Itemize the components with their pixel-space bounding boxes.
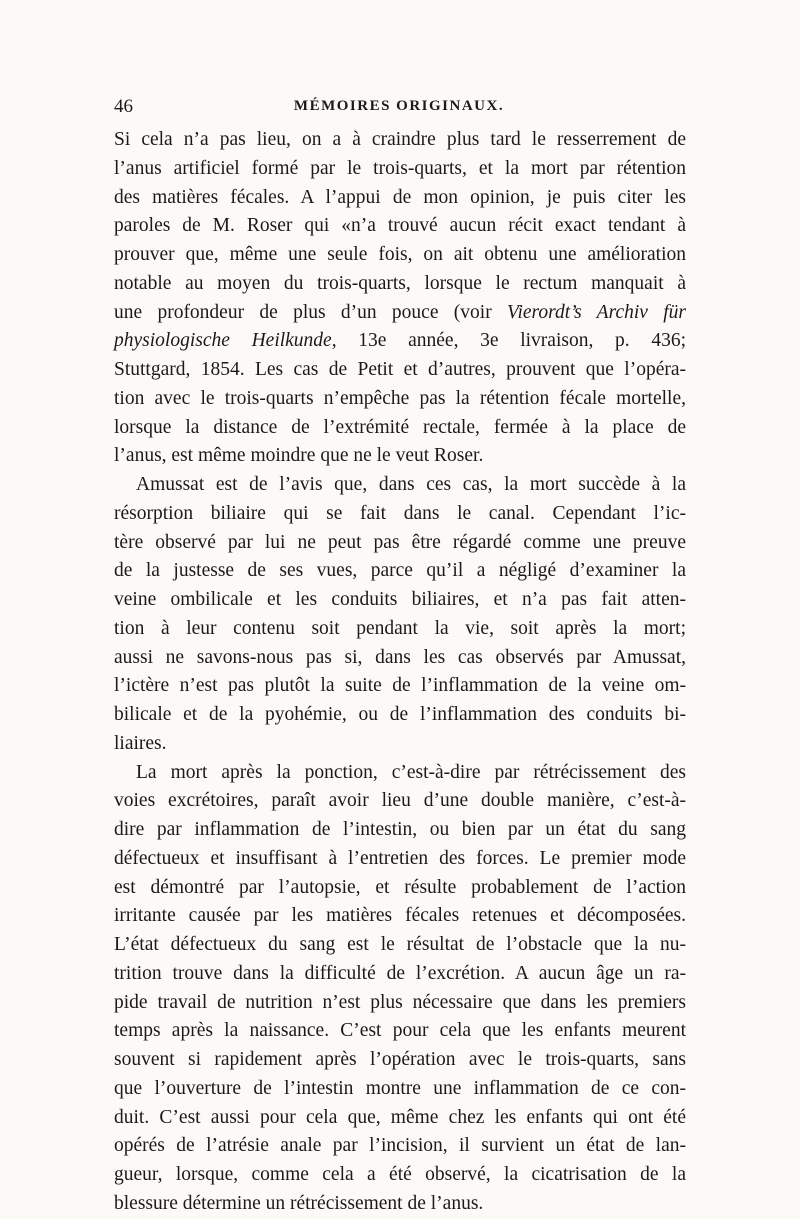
text-line: pide travail de nutrition n’est plus nécessaire que dans les premiers: [114, 991, 686, 1013]
text-line: temps après la naissance. C’est pour cela que les enfants meurent: [114, 1020, 686, 1042]
text-line: opérés de l’atrésie anale par l’incision, il survient un état de lan-: [114, 1135, 686, 1157]
text-line: Amussat est de l’avis que, dans ces cas, la mort succède à la: [136, 474, 686, 495]
text-line: Stuttgard, 1854. Les cas de Petit et d’autres, prouvent que l’opéra-: [114, 359, 686, 380]
text-line: tère observé par lui ne peut pas être régardé comme une preuve: [114, 531, 686, 553]
text-line: paroles de M. Roser qui «n’a trouvé aucun récit exact tendant à: [114, 215, 686, 237]
text-line: Si cela n’a pas lieu, on a à craindre plus tard le resserrement de: [114, 129, 686, 150]
text-line: que l’ouverture de l’intestin montre une inflammation de ce con-: [114, 1077, 686, 1099]
text-line: La mort après la ponction, c’est-à-dire par rétrécissement des: [136, 761, 686, 783]
text-line: trition trouve dans la difficulté de l’excrétion. A aucun âge un ra-: [114, 962, 686, 984]
page-header: [114, 96, 684, 120]
paragraph: [114, 759, 686, 1219]
text-line: l’ictère n’est pas plutôt la suite de l’inflammation de la veine om-: [114, 675, 686, 697]
text-line: l’anus, est même moindre que ne le veut Roser.: [114, 445, 484, 467]
text-line: tion à leur contenu soit pendant la vie, soit après la mort;: [114, 617, 686, 639]
text-line: souvent si rapidement après l’opération avec le trois-quarts, sans: [114, 1049, 686, 1070]
text-line: des matières fécales. A l’appui de mon opinion, je puis citer les: [114, 186, 686, 208]
text-line: duit. C’est aussi pour cela que, même chez les enfants qui ont été: [114, 1106, 686, 1128]
text-line: physiologische Heilkunde, 13e année, 3e livraison, p. 436;: [114, 330, 687, 352]
running-head: MÉMOIRES ORIGINAUX.: [293, 98, 505, 114]
text-line: blessure détermine un rétrécissement de l’anus.: [114, 1192, 484, 1214]
text-line: irritante causée par les matières fécales retenues et décomposées.: [114, 905, 686, 927]
text-line: l’anus artificiel formé par le trois-quarts, et la mort par rétention: [114, 157, 686, 179]
text-line: résorption biliaire qui se fait dans le canal. Cependant l’ic-: [114, 502, 686, 524]
text-line: prouver que, même une seule fois, on ait obtenu une amélioration: [114, 244, 686, 265]
text-line: dire par inflammation de l’intestin, ou bien par un état du sang: [114, 819, 686, 840]
paragraph: [114, 126, 686, 471]
text-line: défectueux et insuffisant à l’entretien des forces. Le premier mode: [114, 847, 686, 869]
text-line: une profondeur de plus d’un pouce (voir Vierordt’s Archiv für: [114, 301, 686, 323]
text-line: est démontré par l’autopsie, et résulte probablement de l’action: [114, 876, 686, 898]
body-text: [114, 126, 686, 1219]
text-line: liaires.: [114, 732, 167, 754]
text-line: bilicale et de la pyohémie, ou de l’inflammation des conduits bi-: [114, 704, 686, 725]
text-line: de la justesse de ses vues, parce qu’il a négligé d’examiner la: [114, 560, 686, 582]
text-line: aussi ne savons-nous pas si, dans les cas observés par Amussat,: [114, 646, 686, 668]
text-line: gueur, lorsque, comme cela a été observé, la cicatrisation de la: [114, 1164, 686, 1185]
text-line: tion avec le trois-quarts n’empêche pas la rétention fécale mortelle,: [114, 387, 686, 409]
paragraph: [114, 471, 686, 759]
text-line: notable au moyen du trois-quarts, lorsque le rectum manquait à: [114, 272, 686, 294]
page-number: 46: [114, 96, 133, 117]
text-line: veine ombilicale et les conduits biliaires, et n’a pas fait atten-: [114, 589, 686, 610]
text-line: lorsque la distance de l’extrémité rectale, fermée à la place de: [114, 416, 686, 438]
text-line: voies excrétoires, paraît avoir lieu d’une double manière, c’est-à-: [114, 790, 686, 812]
text-line: L’état défectueux du sang est le résultat de l’obstacle que la nu-: [114, 934, 686, 955]
